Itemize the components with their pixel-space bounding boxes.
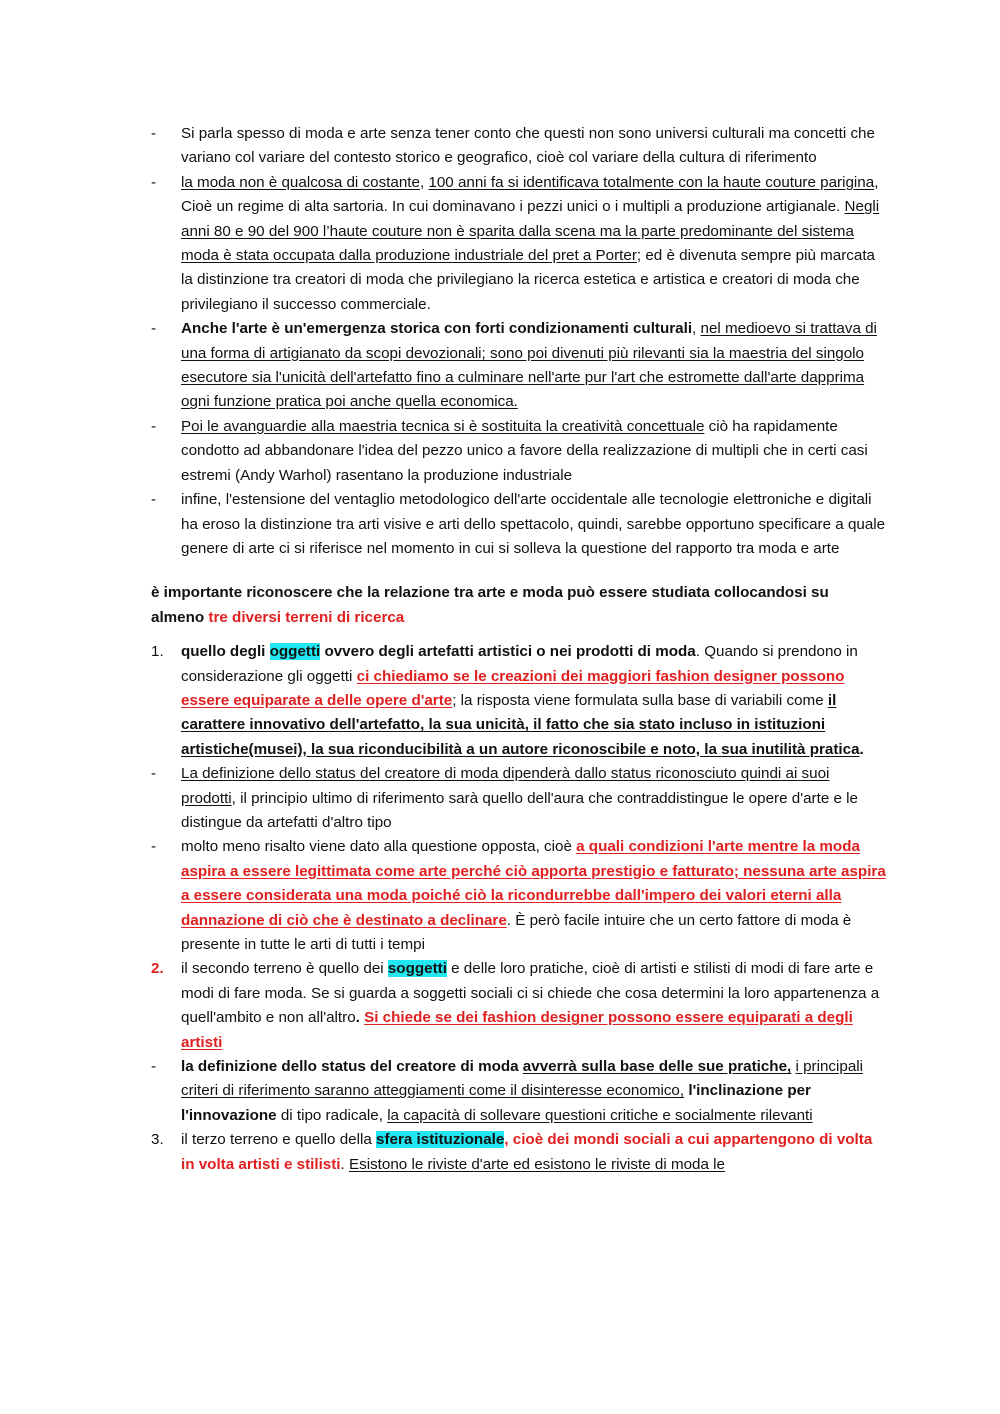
number-marker: 3. [151, 1131, 164, 1149]
text-run: ; ed è divenuta sempre più marcata la distinzione tra creatori di moda che privilegiano la ricerca estetica e artistica e creatori di moda che privilegiano il successo commerciale. [181, 247, 875, 313]
bullet-item-2 [151, 171, 886, 317]
text-run: ; la risposta viene formulata sulla base di variabili come [452, 691, 828, 709]
bullet-marker: - [151, 838, 157, 856]
red-bold-text: , cioè dei mondi sociali a cui appartengono di volta in volta artisti e stilisti [181, 1131, 873, 1173]
text-run: . [340, 1155, 349, 1173]
bold-underlined-text: avverrà sulla base delle sue pratiche, [522, 1058, 792, 1076]
red-underlined-text: Si chiede se dei fashion designer possono essere equiparati a degli artisti [181, 1009, 853, 1051]
bullet-marker: - [151, 173, 157, 191]
bold-underlined-text: il carattere innovativo dell'artefatto, la sua unicità, il fatto che sia stato incluso in istituzioni artistiche(musei), la sua riconducibilità a un autore riconoscibile e noto, la sua inutilità pratica [181, 691, 860, 758]
underlined-text: Esistono le riviste d'arte ed esistono le riviste di moda le [348, 1155, 725, 1173]
underlined-text: 100 anni fa si identificava totalmente con la haute couture parigina [428, 173, 875, 191]
bullet-item-7 [151, 835, 886, 957]
document-body [151, 122, 886, 1177]
red-highlighted-text: tre diversi terreni di ricerca [208, 608, 405, 626]
underlined-text: la capacità di sollevare questioni critiche e socialmente rilevanti [387, 1106, 813, 1124]
highlighted-term: sfera istituzionale [376, 1131, 505, 1149]
bold-text: l'inclinazione per l'innovazione [181, 1082, 811, 1124]
bullet-item-4 [151, 415, 886, 488]
bullet-marker: - [151, 491, 157, 509]
bullet-marker: - [151, 320, 157, 338]
bullet-item-6 [151, 762, 886, 835]
text-run: , [692, 320, 701, 338]
bold-text: . [859, 740, 864, 758]
bold-text: . [355, 1009, 365, 1027]
text-run: infine, l'estensione del ventaglio metodologico dell'arte occidentale alle tecnologie elettroniche e digitali ha eroso la distinzione tra arti visive e arti dello spettacolo, quindi, sarebbe opportuno specificare a quale genere di arte ci si riferisce nel momento in cui si solleva la questione del rapporto tra moda e arte [181, 491, 886, 557]
text-run: , il principio ultimo di riferimento sarà quello dell'aura che contraddistingue le opere d'arte e le distingue da artefatti d'altro tipo [181, 789, 858, 831]
bold-text: ovvero degli artefatti artistici o nei prodotti di moda [320, 643, 696, 661]
bullet-item-8 [151, 1055, 886, 1128]
bullet-item-3 [151, 317, 886, 415]
red-underlined-text: ci chiediamo se le creazioni dei maggiori fashion designer possono essere equiparate a delle opere d'arte [181, 667, 845, 709]
bullet-marker: - [151, 765, 157, 783]
text-run: . Quando si prendono in considerazione gli oggetti [181, 643, 858, 685]
text-run: Si parla spesso di moda e arte senza tener conto che questi non sono universi culturali ma concetti che variano col variare del contesto storico e geografico, cioè col variare della cultura di riferimento [181, 125, 875, 167]
highlighted-term: soggetti [387, 960, 447, 978]
underlined-text: i principali criteri di riferimento saranno atteggiamenti come il disinteresse economico, [181, 1058, 864, 1100]
underlined-text: la moda non è qualcosa di costante [181, 173, 420, 191]
bullet-marker: - [151, 125, 157, 142]
underlined-text: Poi le avanguardie alla maestria tecnica si è sostituita la creatività concettuale [181, 417, 705, 435]
section-paragraph [151, 581, 886, 630]
bullet-marker: - [151, 417, 157, 435]
text-run: , Cioè un regime di alta sartoria. In cui dominavano i pezzi unici o i multipli a produzione artigianale. [181, 173, 879, 216]
highlighted-term: oggetti [269, 643, 321, 661]
number-marker: 2. [151, 960, 164, 978]
text-run: e delle loro pratiche, cioè di artisti e stilisti di modi di fare arte e modi di fare moda. Se si guarda a soggetti sociali ci si chiede che cosa determini la loro appartenenza a quell'ambito e non all'altro [181, 960, 880, 1027]
bold-text: Anche l'arte è un'emergenza storica con forti condizionamenti culturali [181, 320, 693, 338]
text-run: ciò ha rapidamente condotto ad abbandonare l'idea del pezzo unico a favore della realizzazione di multipli che in certi casi estremi (Andy Warhol) rasentano la produzione industriale [181, 417, 868, 484]
number-marker: 1. [151, 643, 164, 661]
bullet-item-1 [151, 122, 886, 171]
numbered-item-3 [151, 1128, 886, 1177]
text-run: . È però facile intuire che un certo fattore di moda è presente in tutte le arti di tutti i tempi [181, 911, 852, 953]
text-run: di tipo radicale, [276, 1106, 388, 1124]
bullet-item-5 [151, 488, 886, 561]
text-run: il secondo terreno è quello dei [181, 960, 388, 978]
text-run: il terzo terreno e quello della [181, 1131, 377, 1149]
text-run: molto meno risalto viene dato alla questione opposta, cioè [181, 838, 577, 856]
numbered-item-1 [151, 640, 886, 762]
underlined-text: La definizione dello status del creatore di moda dipenderà dallo status riconosciuto quindi ai suoi prodotti [181, 765, 830, 807]
underlined-text: Negli anni 80 e 90 del 900 l’haute couture non è sparita dalla scena ma la parte predominante del sistema moda è stata occupata dalla produzione industriale del pret a Porter [181, 198, 880, 265]
numbered-item-2 [151, 957, 886, 1055]
bold-text: quello degli [181, 643, 270, 661]
bullet-marker: - [151, 1058, 157, 1076]
bold-text: è importante riconoscere che la relazione tra arte e moda può essere studiata collocandosi su almeno [151, 584, 829, 626]
text-run: , [419, 173, 429, 191]
red-underlined-text: a quali condizioni l'arte mentre la moda aspira a essere legittimata come arte perché ciò apporta prestigio e fatturato; nessuna arte aspira a essere considerata una moda poiché ciò la ricondurrebbe dall'impero dei valori eterni alla dannazione di ciò che è destinato a declinare [181, 838, 886, 929]
underlined-text: nel medioevo si trattava di una forma di artigianato da scopi devozionali; sono poi divenuti più rilevanti sia la maestria del singolo esecutore sia l'unicità dell'artefatto fino a culminare nell'arte pur l'art che estromette dall'arte dapprima ogni funzione pratica poi anche quella economica. [181, 320, 877, 411]
bold-text: la definizione dello status del creatore di moda [181, 1058, 523, 1076]
